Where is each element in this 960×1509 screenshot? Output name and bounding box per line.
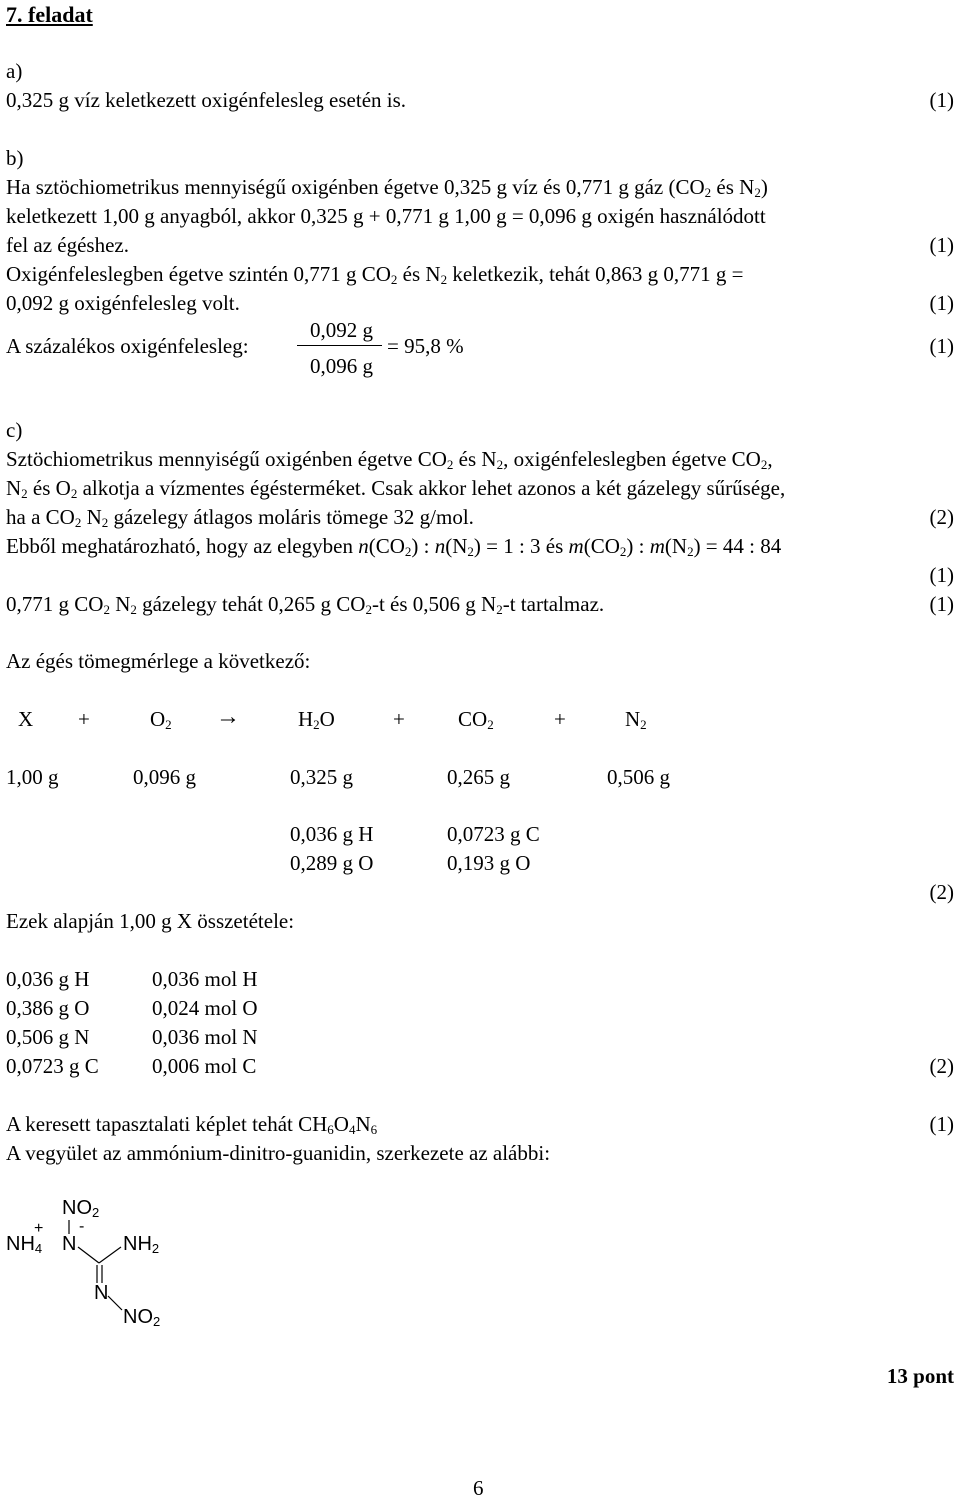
eq-plus-2: + [393, 707, 405, 731]
part-c-label: c) [6, 418, 23, 442]
part-c-score-1: (2) [929, 505, 954, 529]
eq-o2: $O_2$ [150, 707, 172, 732]
eq-co2: $CO_2$ [458, 707, 494, 732]
part-c-line-5: 0,771 g $CO_2$ $N_2$ gázelegy tehát 0,265 g $CO_2-t$ és 0,506 g $N_2-t$ tartalmaz. [6, 592, 605, 617]
page-number: 6 [473, 1476, 484, 1500]
comp-mol-n: 0,036 mol N [152, 1025, 258, 1049]
struct-minus-charge: - [79, 1218, 85, 1235]
bond-c-nh2 [99, 1247, 121, 1263]
part-b-line-5: 0,092 g oxigénfelesleg volt. [6, 291, 240, 315]
part-a-label: a) [6, 59, 23, 83]
eq-plus-3: + [554, 707, 566, 731]
o-from-water: 0,289 g O [290, 851, 374, 875]
percent-label: A százalékos oxigénfelesleg: [6, 334, 249, 358]
struct-ammonium: $NH_4$ [6, 1233, 43, 1256]
part-b-score-3: (1) [929, 334, 954, 358]
part-b-line-2: keletkezett 1,00 g anyagból, akkor 0,325 g + 0,771 g 1,00 g = 0,096 g oxigén használódott [6, 204, 766, 228]
balance-heading: Az égés tömegmérlege a következő: [6, 649, 311, 673]
part-c-score-3: (1) [929, 592, 954, 616]
part-c-line-1: Sztöchiometrikus mennyiségű oxigénben égetve $CO_2$ és $N_2$, oxigénfeleslegben égetve $CO_2$, [6, 447, 773, 472]
mass-co2: 0,265 g [447, 765, 510, 789]
eq-x: X [18, 707, 34, 731]
reaction-arrow: → [216, 704, 240, 730]
comp-mol-h: 0,036 mol H [152, 967, 258, 991]
struct-n-imine: N [94, 1282, 109, 1304]
comp-mass-o: 0,386 g O [6, 996, 90, 1020]
part-b-line-1: Ha sztöchiometrikus mennyiségű oxigénben égetve 0,325 g víz és 0,771 g gáz ($CO_2$ és $N_2$) [6, 175, 768, 200]
comp-mol-o: 0,024 mol O [152, 996, 258, 1020]
part-c-line-4: Ebből meghatározható, hogy az elegyben $n(CO_2)$ : $n(N_2) = 1$ : 3 és $m(CO_2)$ : $m(N_2) = 44$ : 84 [6, 534, 782, 559]
comp-mass-n: 0,506 g N [6, 1025, 90, 1049]
part-a-text: 0,325 g víz keletkezett oxigénfelesleg esetén is. [6, 88, 407, 112]
comp-mass-h: 0,036 g H [6, 967, 90, 991]
eq-plus-1: + [78, 707, 90, 731]
balance-score: (2) [929, 880, 954, 904]
compound-line: A vegyület az ammónium-dinitro-guanidin, szerkezete az alábbi: [6, 1141, 551, 1165]
bond-n-no2-bottom [108, 1296, 122, 1310]
part-c-score-2: (1) [929, 563, 954, 587]
comp-mol-c: 0,006 mol C [152, 1054, 257, 1078]
exercise-title: 7. feladat [6, 2, 93, 27]
struct-bonds [0, 1180, 200, 1340]
part-c-line-3: ha a $CO_2$ $N_2$ gázelegy átlagos moláris tömege 32 g/mol. [6, 505, 474, 530]
formula-line: A keresett tapasztalati képlet tehát $CH_6O_4N_6$ [6, 1112, 378, 1137]
composition-score: (2) [929, 1054, 954, 1078]
comp-mass-c: 0,0723 g C [6, 1054, 99, 1078]
mass-o2: 0,096 g [133, 765, 196, 789]
part-b-line-4: Oxigénfeleslegben égetve szintén 0,771 g $CO_2$ és $N_2$ keletkezik, tehát 0,863 g 0,771 g = [6, 262, 744, 287]
struct-nh2: $NH_2$ [123, 1233, 160, 1256]
h-from-water: 0,036 g H [290, 822, 374, 846]
eq-h2o: $H_2O$ [298, 707, 335, 732]
o-from-co2: 0,193 g O [447, 851, 531, 875]
struct-no2-top: $NO_2$ [62, 1197, 100, 1220]
fraction-denominator: 0,096 g [310, 354, 373, 378]
percent-result: = 95,8 % [387, 334, 464, 358]
part-b-label: b) [6, 146, 24, 170]
part-b-line-3: fel az égéshez. [6, 233, 129, 257]
struct-plus-charge: + [34, 1220, 44, 1237]
part-b-score-1: (1) [929, 233, 954, 257]
mass-h2o: 0,325 g [290, 765, 353, 789]
struct-n-anion: N [62, 1233, 77, 1255]
part-a-score: (1) [929, 88, 954, 112]
mass-x: 1,00 g [6, 765, 59, 789]
eq-n2: $N_2$ [625, 707, 647, 732]
bond-n-c [78, 1247, 99, 1263]
fraction-numerator: 0,092 g [310, 318, 373, 342]
total-points: 13 pont [886, 1364, 954, 1388]
struct-no2-bottom: $NO_2$ [123, 1306, 161, 1329]
c-from-co2: 0,0723 g C [447, 822, 540, 846]
composition-label: Ezek alapján 1,00 g X összetétele: [6, 909, 295, 933]
part-b-score-2: (1) [929, 291, 954, 315]
fraction-bar [297, 345, 382, 346]
part-c-line-2: $N_2$ és $O_2$ alkotja a vízmentes égésterméket. Csak akkor lehet azonos a két gázelegy sűrűsége, [6, 476, 786, 501]
formula-score: (1) [929, 1112, 954, 1136]
mass-n2: 0,506 g [607, 765, 670, 789]
